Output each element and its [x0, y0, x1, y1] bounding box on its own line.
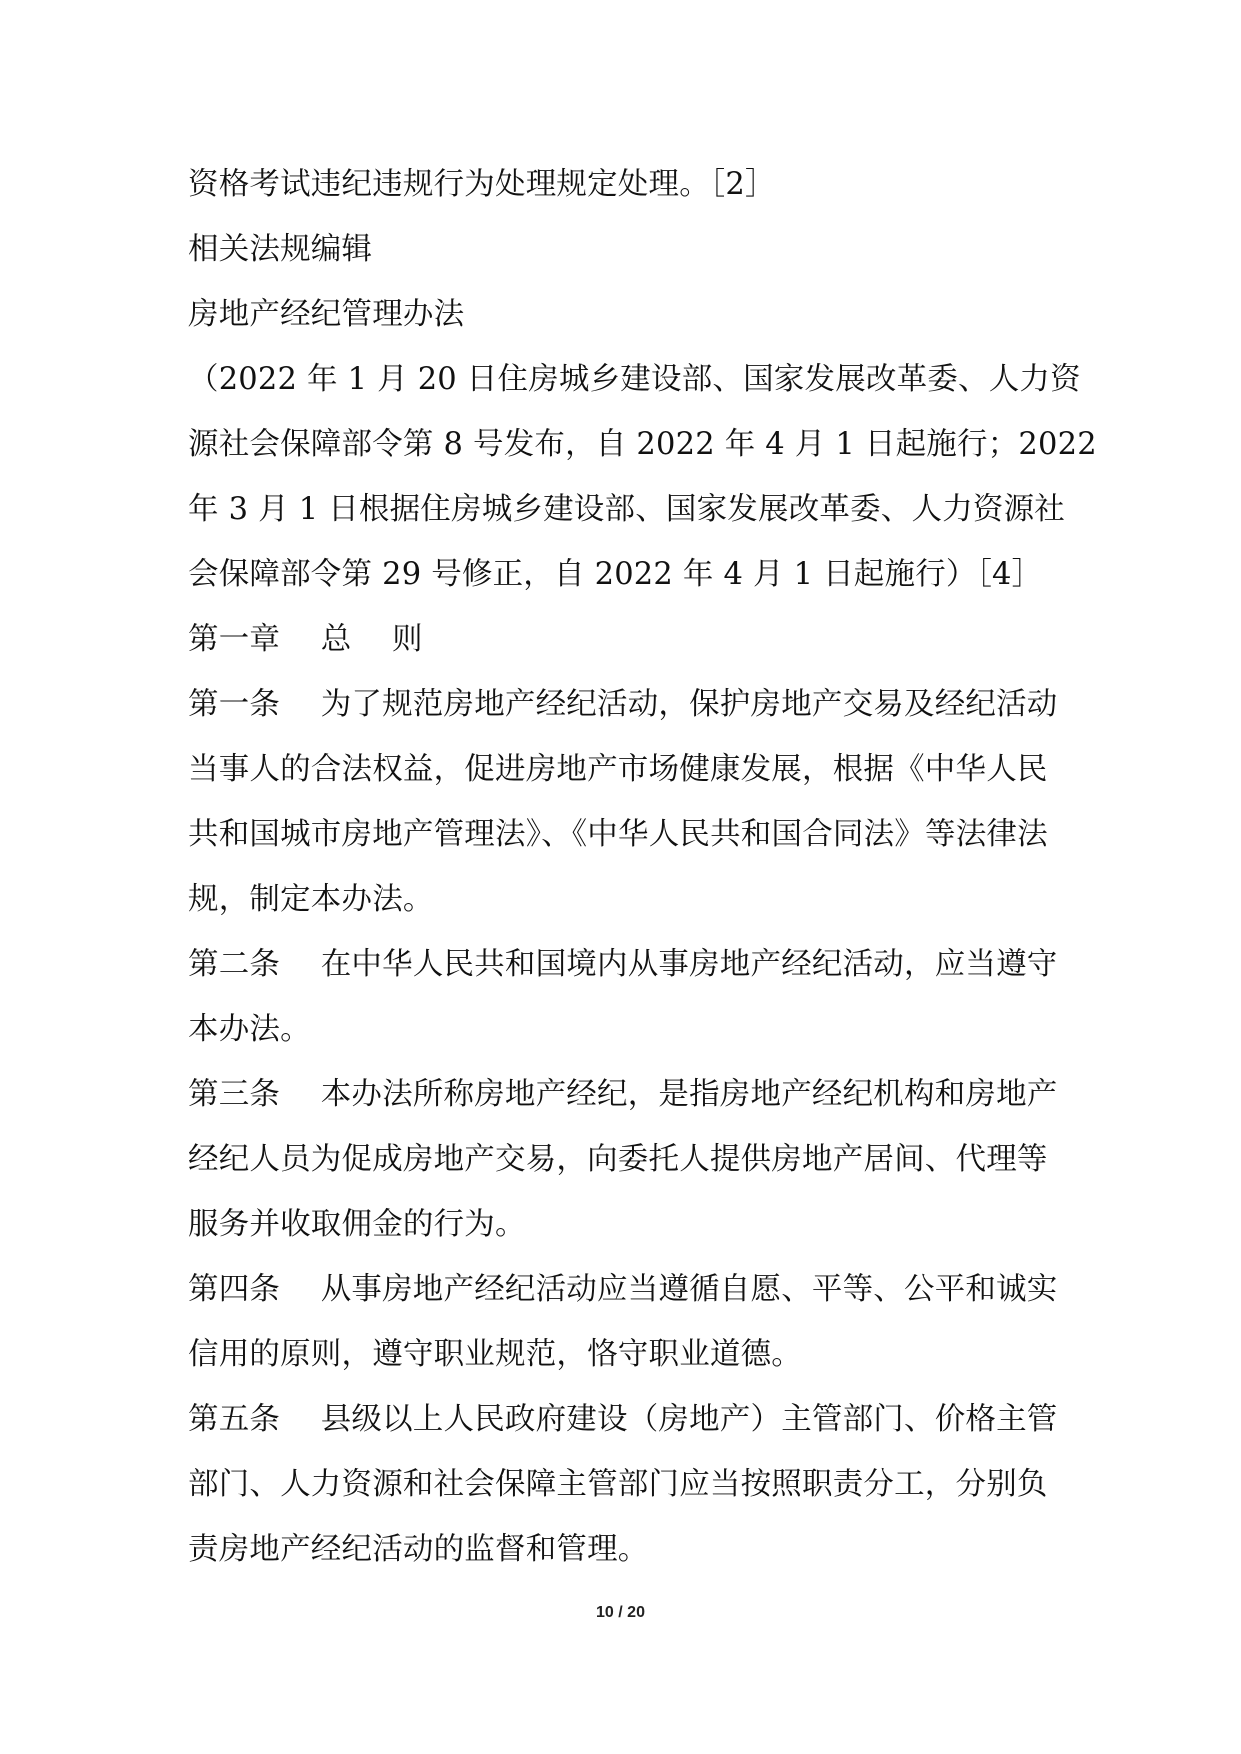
text-line: 本办法。 [188, 1012, 311, 1047]
article-line: 第三条 本办法所称房地产经纪，是指房地产经纪机构和房地产 [188, 1077, 1058, 1112]
text-line: 服务并收取佣金的行为。 [188, 1207, 526, 1242]
text-line: 当事人的合法权益，促进房地产市场健康发展，根据《中华人民 [188, 752, 1048, 787]
text-line: 责房地产经纪活动的监督和管理。 [188, 1532, 649, 1567]
text-line: 规，制定本办法。 [188, 882, 434, 917]
text-line: 共和国城市房地产管理法》、《中华人民共和国合同法》等法律法 [188, 817, 1048, 852]
page-number: 10 / 20 [596, 1604, 645, 1621]
text-line: 源社会保障部令第 8 号发布，自 2022 年 4 月 1 日起施行；2022 [188, 427, 1097, 462]
text-line: 年 3 月 1 日根据住房城乡建设部、国家发展改革委、人力资源社 [188, 492, 1065, 527]
article-line: 第五条 县级以上人民政府建设（房地产）主管部门、价格主管 [188, 1402, 1058, 1437]
text-line: 会保障部令第 29 号修正，自 2022 年 4 月 1 日起施行）［4］ [188, 557, 1043, 592]
text-line: 经纪人员为促成房地产交易，向委托人提供房地产居间、代理等 [188, 1142, 1048, 1177]
text-line: （2022 年 1 月 20 日住房城乡建设部、国家发展改革委、人力资 [188, 362, 1081, 397]
section-heading: 相关法规编辑 [188, 232, 373, 267]
article-line: 第二条 在中华人民共和国境内从事房地产经纪活动，应当遵守 [188, 947, 1058, 982]
regulation-title: 房地产经纪管理办法 [188, 297, 465, 332]
chapter-heading: 第一章 总 则 [188, 622, 423, 657]
text-line: 资格考试违纪违规行为处理规定处理。［2］ [188, 167, 776, 202]
document-body [188, 152, 1097, 1582]
text-line: 部门、人力资源和社会保障主管部门应当按照职责分工，分别负 [188, 1467, 1048, 1502]
article-line: 第四条 从事房地产经纪活动应当遵循自愿、平等、公平和诚实 [188, 1272, 1058, 1307]
text-line: 信用的原则，遵守职业规范，恪守职业道德。 [188, 1337, 802, 1372]
article-line: 第一条 为了规范房地产经纪活动，保护房地产交易及经纪活动 [188, 687, 1058, 722]
